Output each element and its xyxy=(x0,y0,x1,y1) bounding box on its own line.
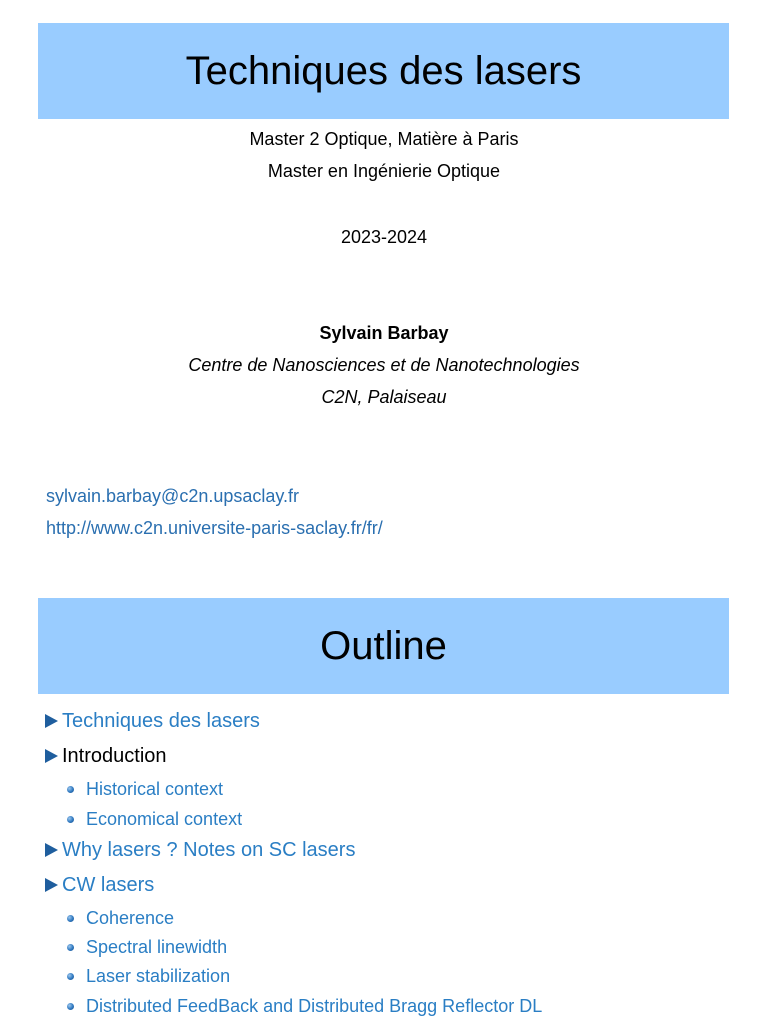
dot-bullet-icon xyxy=(67,786,74,793)
triangle-bullet-icon xyxy=(45,749,58,763)
outline-item-why-lasers[interactable] xyxy=(45,838,355,862)
website-link[interactable]: http://www.c2n.universite-paris-saclay.fr/fr/ xyxy=(46,518,383,538)
dot-bullet-icon xyxy=(67,816,74,823)
dot-bullet-icon xyxy=(67,1003,74,1010)
triangle-bullet-icon xyxy=(45,843,58,857)
outline-item-label: CW lasers xyxy=(62,874,155,896)
affiliation-line-1: Centre de Nanosciences et de Nanotechnologies xyxy=(188,355,580,375)
outline-item-label: Coherence xyxy=(86,908,175,928)
program-line-1: Master 2 Optique, Matière à Paris xyxy=(249,129,519,149)
outline-title: Outline xyxy=(320,624,447,668)
triangle-bullet-icon xyxy=(45,714,58,728)
outline-item-label: Techniques des lasers xyxy=(62,710,260,732)
program-line-2: Master en Ingénierie Optique xyxy=(267,161,501,181)
outline-banner xyxy=(38,598,729,694)
outline-item-techniques[interactable] xyxy=(45,709,260,733)
author-name: Sylvain Barbay xyxy=(319,323,449,343)
academic-year: 2023-2024 xyxy=(340,227,428,247)
outline-item-introduction[interactable] xyxy=(45,744,167,768)
outline-item-cw-lasers[interactable] xyxy=(45,873,154,897)
triangle-bullet-icon xyxy=(45,878,58,892)
dot-bullet-icon xyxy=(67,944,74,951)
outline-item-stabilization[interactable] xyxy=(67,965,230,987)
outline-item-historical[interactable] xyxy=(67,778,223,800)
affiliation-line-2: C2N, Palaiseau xyxy=(321,387,447,407)
outline-item-economical[interactable] xyxy=(67,808,242,830)
outline-item-label: Economical context xyxy=(86,809,243,829)
dot-bullet-icon xyxy=(67,915,74,922)
outline-item-label: Laser stabilization xyxy=(86,966,231,986)
outline-item-label: Why lasers ? Notes on SC lasers xyxy=(62,839,356,861)
outline-item-label: Spectral linewidth xyxy=(86,937,228,957)
outline-item-label: Distributed FeedBack and Distributed Bragg Reflector DL xyxy=(86,996,543,1016)
slide-title: Techniques des lasers xyxy=(185,49,582,93)
outline-item-coherence[interactable] xyxy=(67,907,174,929)
dot-bullet-icon xyxy=(67,973,74,980)
outline-item-dfb-dbr[interactable] xyxy=(67,995,542,1017)
outline-item-linewidth[interactable] xyxy=(67,936,227,958)
outline-item-label: Introduction xyxy=(62,745,167,767)
outline-item-label: Historical context xyxy=(86,779,224,799)
email-link[interactable]: sylvain.barbay@c2n.upsaclay.fr xyxy=(46,486,300,506)
title-banner xyxy=(38,23,729,119)
